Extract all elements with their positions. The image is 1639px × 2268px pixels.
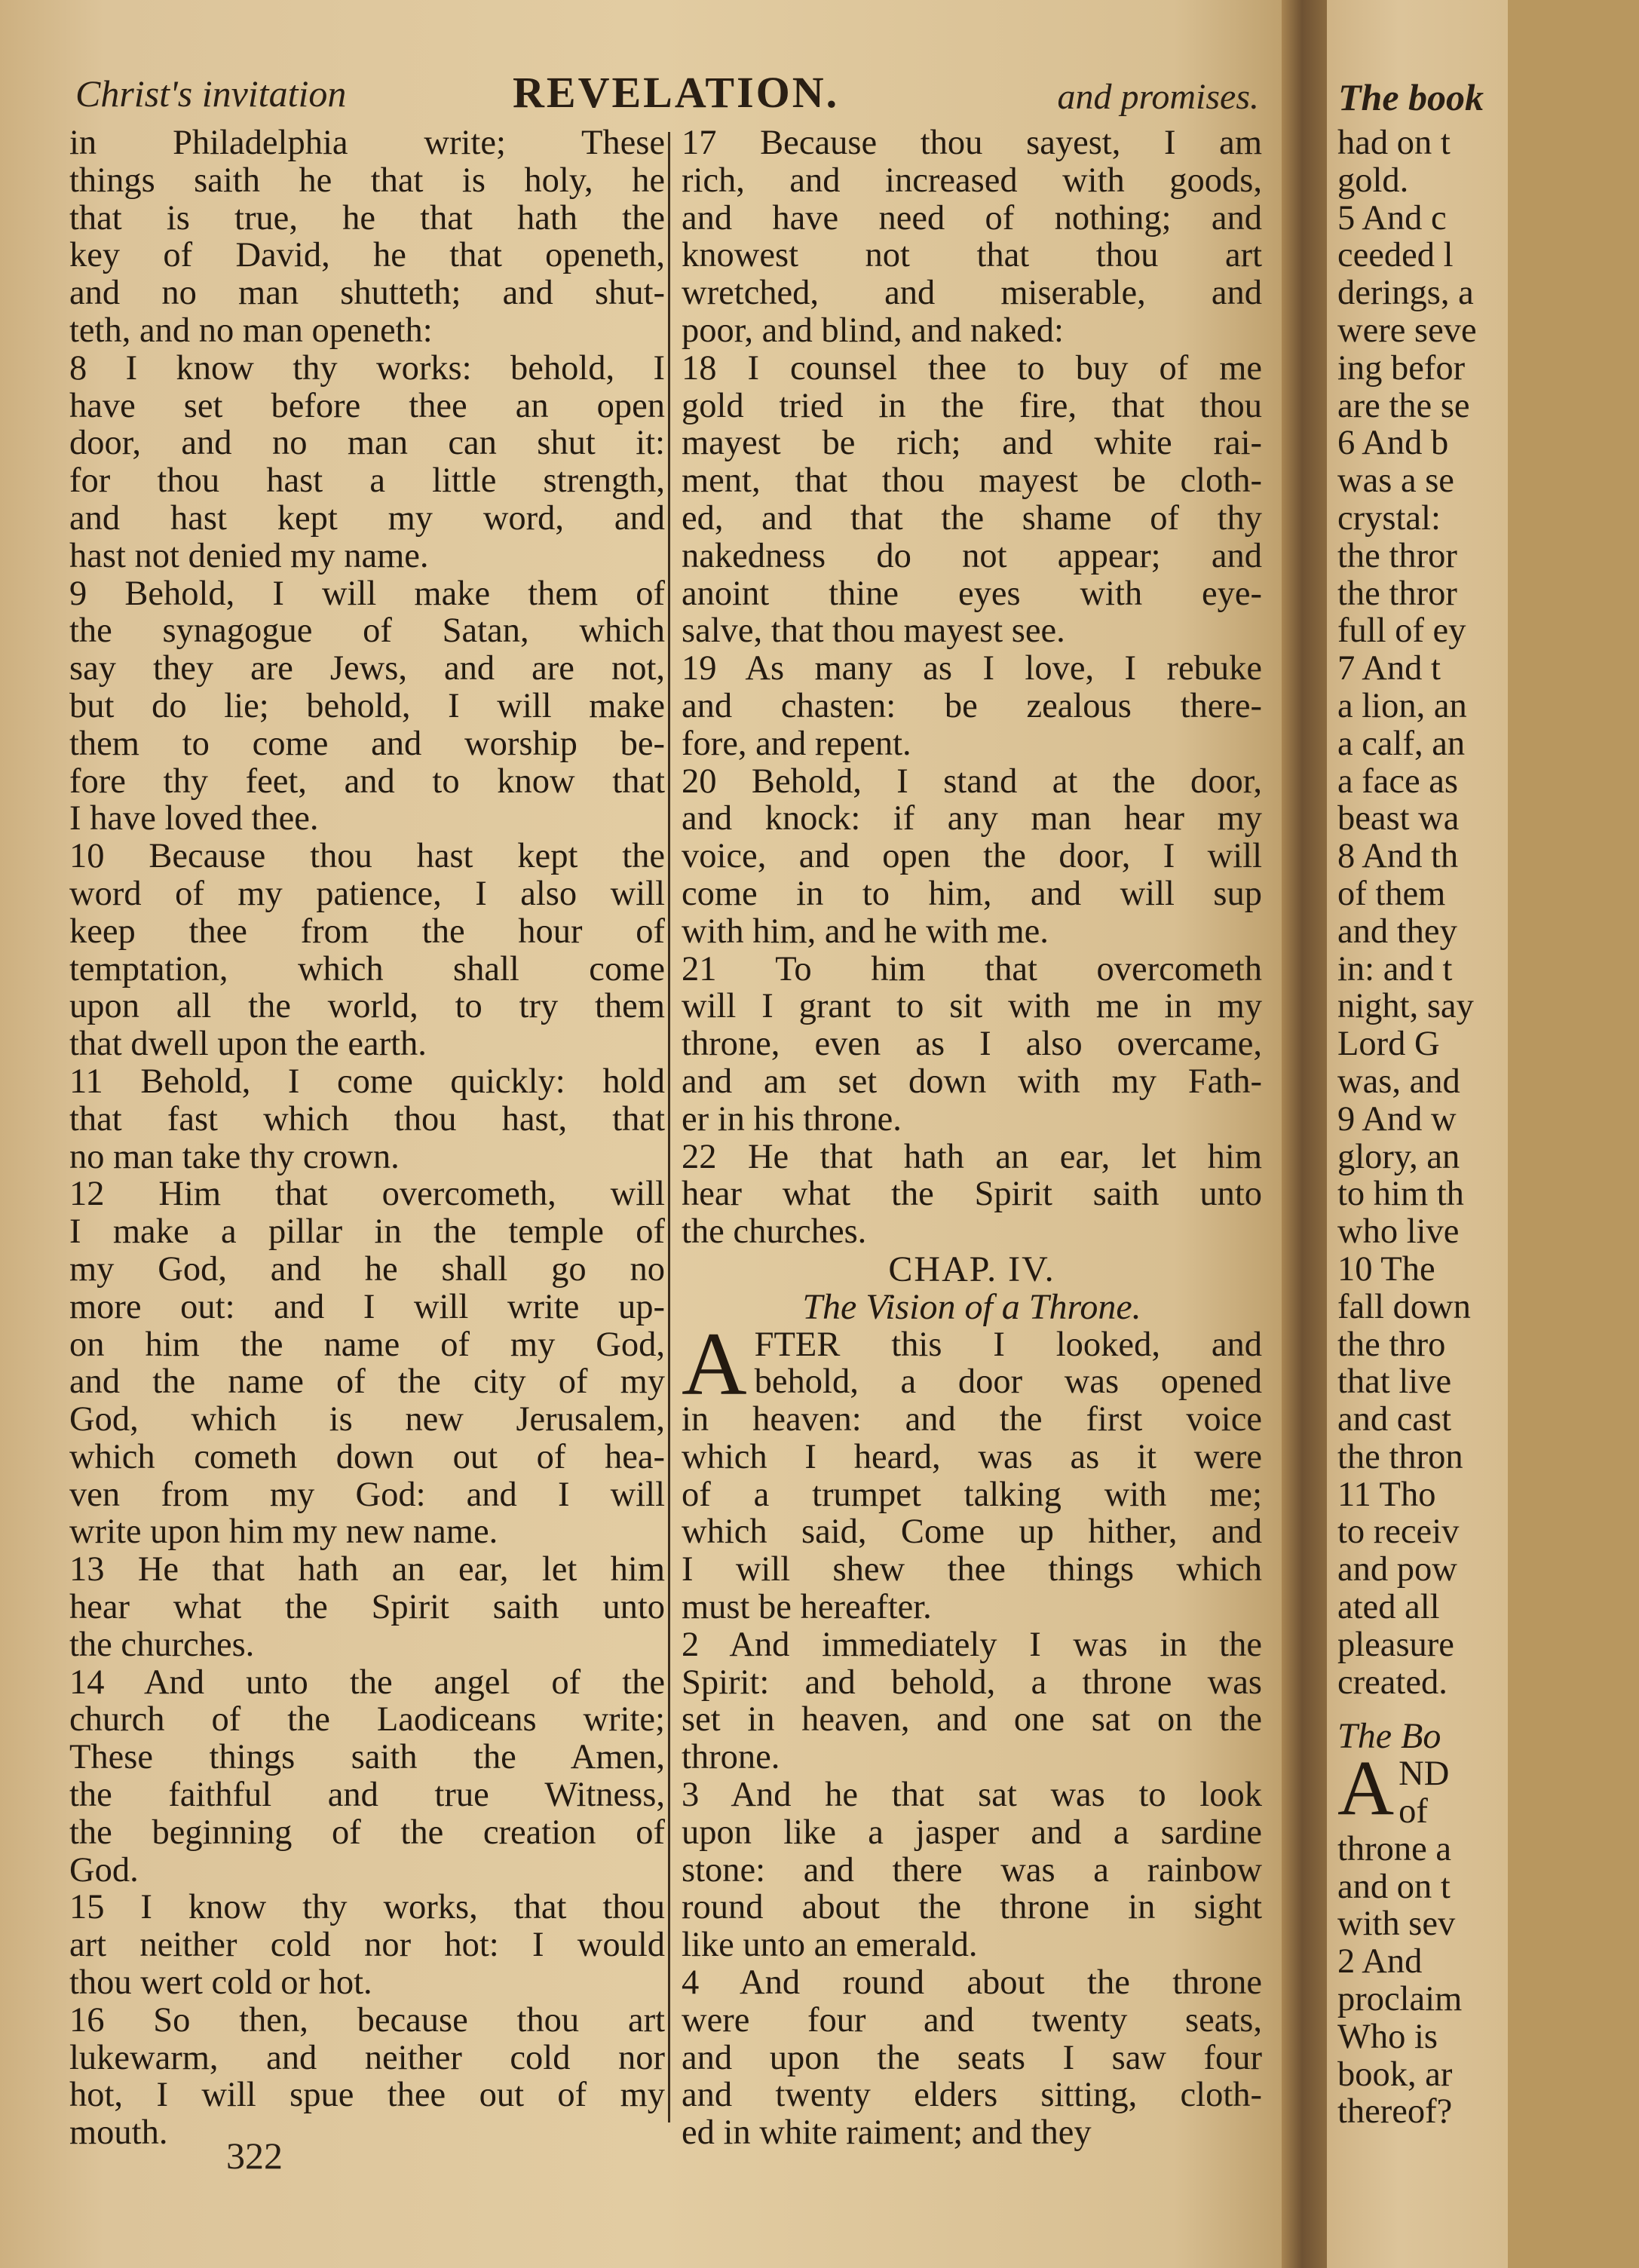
text-line: say they are Jews, and are not, — [69, 649, 665, 688]
text-line: full of ey — [1337, 611, 1466, 651]
text-line: and hast kept my word, and — [69, 498, 665, 538]
text-line: them to come and worship be- — [69, 724, 665, 763]
text-line: mouth. — [69, 2113, 168, 2153]
text-line: er in his throne. — [682, 1099, 902, 1139]
text-line: of a trumpet talking with me; — [682, 1475, 1262, 1514]
next-page-column — [1337, 124, 1639, 2131]
text-line: Lord G — [1337, 1025, 1440, 1064]
text-line: lukewarm, and neither cold nor — [69, 2038, 665, 2077]
text-line: and cast — [1337, 1400, 1452, 1439]
text-line: was, and — [1337, 1062, 1460, 1101]
text-line: salve, that thou mayest see. — [682, 611, 1065, 651]
text-line: nakedness do not appear; and — [682, 536, 1262, 575]
text-line: 21 To him that overcometh — [682, 949, 1262, 988]
text-line: which I heard, was as it were — [682, 1437, 1262, 1476]
text-line: ated all — [1337, 1588, 1440, 1627]
text-line: for thou hast a little strength, — [69, 461, 665, 501]
text-line: things saith he that is holy, he — [69, 161, 665, 200]
text-line: and no man shutteth; and shut- — [69, 274, 665, 313]
text-line: to him th — [1337, 1175, 1464, 1214]
text-line: and pow — [1337, 1550, 1457, 1589]
text-line: 8 I know thy works: behold, I — [69, 348, 665, 388]
text-line: Who is — [1337, 2017, 1438, 2056]
text-line: but do lie; behold, I will make — [69, 686, 665, 725]
text-line: 20 Behold, I stand at the door, — [682, 762, 1262, 801]
text-line: a face as — [1337, 762, 1459, 801]
text-line: gold tried in the fire, that thou — [682, 386, 1262, 425]
text-line: glory, an — [1337, 1137, 1460, 1176]
text-line: crystal: — [1337, 498, 1441, 538]
text-line: 22 He that hath an ear, let him — [682, 1137, 1262, 1176]
text-line: on him the name of my God, — [69, 1325, 665, 1364]
text-line: and twenty elders sitting, cloth- — [682, 2076, 1262, 2115]
text-line: 2 And — [1337, 1942, 1423, 1981]
text-line: throne, even as I also overcame, — [682, 1025, 1262, 1064]
text-line: ed, and that the shame of thy — [682, 498, 1262, 538]
text-line: the thror — [1337, 574, 1457, 613]
text-line: and the name of the city of my — [69, 1362, 665, 1402]
text-line: 6 And b — [1337, 424, 1449, 463]
text-line: were four and twenty seats, — [682, 2000, 1262, 2040]
text-line: rich, and increased with goods, — [682, 161, 1262, 200]
header-book-title: REVELATION. — [513, 68, 840, 117]
left-column — [69, 124, 665, 2153]
text-line: come in to him, and will sup — [682, 874, 1262, 913]
next-page-header: The book — [1338, 76, 1484, 118]
text-line: and chasten: be zealous there- — [682, 686, 1262, 725]
text-line: 7 And t — [1337, 649, 1441, 688]
text-line: 18 I counsel thee to buy of me — [682, 348, 1262, 388]
text-line: who live — [1337, 1212, 1460, 1252]
text-line: and am set down with my Fath- — [682, 1062, 1262, 1101]
text-line: created. — [1337, 1663, 1448, 1702]
text-line: These things saith the Amen, — [69, 1738, 665, 1777]
text-line: art neither cold nor hot: I would — [69, 1926, 665, 1965]
text-line: ceeded l — [1337, 236, 1454, 275]
text-line: that live — [1337, 1362, 1452, 1402]
text-line: 9 And w — [1337, 1099, 1457, 1139]
column-rule — [668, 132, 670, 2122]
text-line: door, and no man can shut it: — [69, 424, 665, 463]
text-line: was a se — [1337, 461, 1454, 501]
text-line: key of David, he that openeth, — [69, 236, 665, 275]
chapter-subtitle: The Vision of a Throne. — [802, 1286, 1141, 1327]
text-line: derings, a — [1337, 274, 1474, 313]
text-line: which said, Come up hither, and — [682, 1513, 1262, 1552]
drop-cap: A — [682, 1313, 747, 1414]
text-line: night, say — [1337, 987, 1474, 1026]
text-line: no man take thy crown. — [69, 1137, 400, 1176]
text-line: throne a — [1337, 1829, 1452, 1868]
text-line: God. — [69, 1850, 139, 1889]
text-line: thou wert cold or hot. — [69, 1963, 372, 2003]
next-page-drop-cap: A — [1337, 1745, 1395, 1832]
next-page — [1327, 0, 1508, 2268]
text-line: 5 And c — [1337, 198, 1447, 238]
text-line: ven from my God: and I will — [69, 1475, 665, 1514]
text-line: book, ar — [1337, 2055, 1453, 2094]
text-line: will I grant to sit with me in my — [682, 987, 1262, 1026]
next-page-cap-block — [1337, 1745, 1639, 1832]
text-line: temptation, which shall come — [69, 949, 665, 988]
text-line: teth, and no man openeth: — [69, 311, 433, 350]
text-line: 12 Him that overcometh, will — [69, 1175, 665, 1214]
text-line: and on t — [1337, 1867, 1451, 1906]
text-line: keep thee from the hour of — [69, 912, 665, 951]
text-line: the thro — [1337, 1325, 1446, 1364]
text-line: ing befor — [1337, 348, 1466, 388]
text-line: my God, and he shall go no — [69, 1249, 665, 1289]
text-line: 19 As many as I love, I rebuke — [682, 649, 1262, 688]
text-line: wretched, and miserable, and — [682, 274, 1262, 313]
text-line: 17 Because thou sayest, I am — [682, 124, 1262, 162]
text-line: hear what the Spirit saith unto — [682, 1175, 1262, 1214]
header-left: Christ's invitation — [75, 72, 347, 115]
text-line: beast wa — [1337, 799, 1460, 838]
text-line: 16 So then, because thou art — [69, 2000, 665, 2040]
text-line: the beginning of the creation of — [69, 1813, 665, 1852]
text-line: hear what the Spirit saith unto — [69, 1588, 665, 1627]
text-line: that is true, he that hath the — [69, 198, 665, 238]
text-line: I have loved thee. — [69, 799, 319, 838]
text-line: ed in white raiment; and they — [682, 2113, 1092, 2153]
chapter-heading: CHAP. IV. — [888, 1249, 1055, 1289]
text-line: I will shew thee things which — [682, 1550, 1262, 1589]
text-line: a calf, an — [1337, 724, 1466, 763]
right-column-verses — [682, 124, 1262, 1251]
right-column — [682, 124, 1262, 2153]
text-line: anoint thine eyes with eye- — [682, 574, 1262, 613]
chapter-opening — [682, 1313, 1262, 1414]
text-line: throne. — [682, 1738, 780, 1777]
text-line: hast not denied my name. — [69, 536, 429, 575]
text-line: mayest be rich; and white rai- — [682, 424, 1262, 463]
text-line: had on t — [1337, 124, 1451, 162]
next-page-tail-lines — [1337, 1831, 1639, 2131]
text-line: 9 Behold, I will make them of — [69, 574, 665, 613]
book-spine — [1282, 0, 1327, 2268]
text-line: upon all the world, to try them — [69, 987, 665, 1026]
text-line: thereof? — [1337, 2092, 1453, 2132]
text-line: the faithful and true Witness, — [69, 1776, 665, 1815]
text-line: 14 And unto the angel of the — [69, 1663, 665, 1702]
text-line: of them — [1337, 874, 1446, 913]
text-line: God, which is new Jerusalem, — [69, 1400, 665, 1439]
text-line: set in heaven, and one sat on the — [682, 1700, 1262, 1739]
text-line: poor, and blind, and naked: — [682, 311, 1064, 350]
text-line: ND — [1399, 1755, 1450, 1794]
text-line: and knock: if any man hear my — [682, 799, 1262, 838]
text-line: church of the Laodiceans write; — [69, 1700, 665, 1739]
text-line: were seve — [1337, 311, 1477, 350]
text-line: Spirit: and behold, a throne was — [682, 1663, 1262, 1702]
text-line: 3 And he that sat was to look — [682, 1776, 1262, 1815]
text-line: fore, and repent. — [682, 724, 911, 763]
text-line: that dwell upon the earth. — [69, 1025, 427, 1064]
text-line: to receiv — [1337, 1513, 1460, 1552]
text-line: 13 He that hath an ear, let him — [69, 1550, 665, 1589]
text-line: 11 Behold, I come quickly: hold — [69, 1062, 665, 1101]
text-line: a lion, an — [1337, 686, 1467, 725]
page-number: 322 — [226, 2135, 283, 2177]
header-right: and promises. — [1057, 77, 1259, 117]
text-line: stone: and there was a rainbow — [682, 1850, 1262, 1889]
text-line: like unto an emerald. — [682, 1926, 978, 1965]
text-line: must be hereafter. — [682, 1588, 932, 1627]
right-column-chapter-text — [682, 1401, 1262, 2152]
text-line: 15 I know thy works, that thou — [69, 1888, 665, 1927]
running-header — [75, 68, 1259, 124]
next-page-section-title: The Bo — [1337, 1716, 1441, 1757]
text-line: I make a pillar in the temple of — [69, 1212, 665, 1252]
text-line: fore thy feet, and to know that — [69, 762, 665, 801]
text-line: round about the throne in sight — [682, 1888, 1262, 1927]
text-line: and upon the seats I saw four — [682, 2038, 1262, 2077]
text-line: pleasure — [1337, 1625, 1454, 1664]
text-line: hot, I will spue thee out of my — [69, 2076, 665, 2115]
text-line: word of my patience, I also will — [69, 874, 665, 913]
text-line: 8 And th — [1337, 837, 1459, 876]
chapter-first-line: FTER this I looked, and — [754, 1325, 1262, 1364]
text-line: with sev — [1337, 1905, 1456, 1944]
text-line: proclaim — [1337, 1980, 1463, 2019]
text-line: which cometh down out of hea- — [69, 1437, 665, 1476]
text-line: with him, and he with me. — [682, 912, 1049, 951]
text-line: of — [1399, 1792, 1428, 1831]
text-line: 10 The — [1337, 1249, 1435, 1289]
text-line: fall down — [1337, 1287, 1471, 1326]
text-line: knowest not that thou art — [682, 236, 1262, 275]
text-line: in heaven: and the first voice — [682, 1400, 1262, 1439]
text-line: in: and t — [1337, 949, 1453, 988]
text-line: and have need of nothing; and — [682, 198, 1262, 238]
text-line: have set before thee an open — [69, 386, 665, 425]
text-line: 10 Because thou hast kept the — [69, 837, 665, 876]
text-line: gold. — [1337, 161, 1409, 200]
text-line: in Philadelphia write; These — [69, 124, 665, 162]
text-line: ment, that thou mayest be cloth- — [682, 461, 1262, 501]
text-line: the thror — [1337, 536, 1457, 575]
next-page-lines — [1337, 124, 1639, 1701]
text-line: the churches. — [682, 1212, 867, 1252]
text-line: voice, and open the door, I will — [682, 837, 1262, 876]
chapter-second-line: behold, a door was opened — [754, 1362, 1262, 1402]
text-line: are the se — [1337, 386, 1470, 425]
text-line: 4 And round about the throne — [682, 1963, 1262, 2003]
text-line: 2 And immediately I was in the — [682, 1625, 1262, 1664]
text-line: more out: and I will write up- — [69, 1287, 665, 1326]
text-line: write upon him my new name. — [69, 1513, 498, 1552]
text-line: the thron — [1337, 1437, 1463, 1476]
text-line: upon like a jasper and a sardine — [682, 1813, 1262, 1852]
text-line: the churches. — [69, 1625, 255, 1664]
text-line: the synagogue of Satan, which — [69, 611, 665, 651]
text-line: that fast which thou hast, that — [69, 1099, 665, 1139]
text-line: and they — [1337, 912, 1457, 951]
text-line: 11 Tho — [1337, 1475, 1436, 1514]
